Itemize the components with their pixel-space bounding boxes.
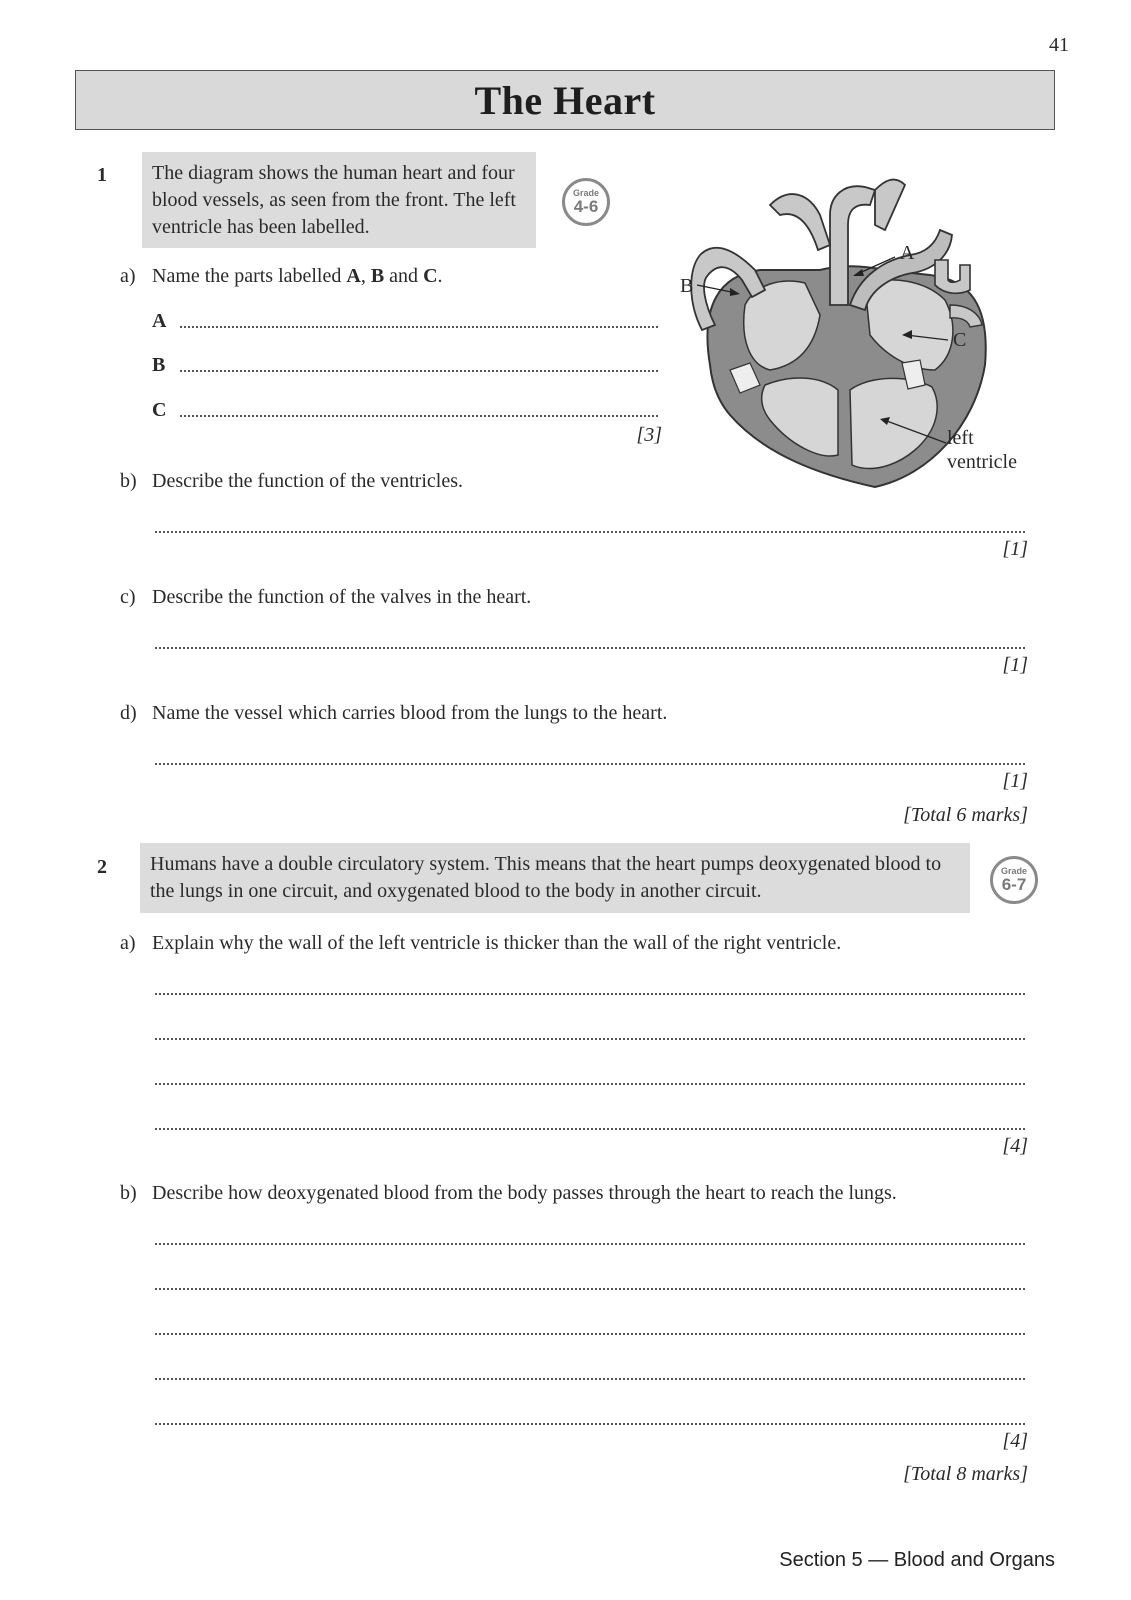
answer-line-2a-1[interactable] [155,993,1025,995]
mark-1c: [1] [1002,654,1028,676]
answer-line-a[interactable] [180,326,658,328]
part-text: Explain why the wall of the left ventricle is thicker than the wall of the right ventricle. [152,932,842,954]
answer-line-2a-4[interactable] [155,1128,1025,1130]
part-label: b) [120,1182,137,1204]
pulmonary-vein [935,260,970,293]
question-2a [120,932,841,955]
question-1b [120,470,463,493]
diagram-label-left: left [947,427,974,449]
bold-letter-b: B [370,265,385,287]
question-1d [120,702,667,725]
answer-letter-b: B [152,354,166,376]
part-text: Describe the function of the ventricles. [152,470,463,492]
part-label: a) [120,265,136,287]
separator: , [360,265,371,287]
question-2-number: 2 [97,856,107,878]
answer-line-1d[interactable] [155,763,1025,765]
mark-2b: [4] [1002,1430,1028,1452]
grade-label: Grade [1000,866,1027,876]
part-label: a) [120,932,136,954]
total-marks-q1: [Total 6 marks] [903,804,1028,826]
grade-value: 6-7 [1001,875,1027,894]
question-1-number: 1 [97,164,107,186]
grade-badge-4-6 [562,178,610,226]
answer-line-2a-3[interactable] [155,1083,1025,1085]
answer-line-1b[interactable] [155,531,1025,533]
diagram-label-b: B [680,275,694,297]
bold-letter-c: C [423,265,438,287]
heart-diagram [670,175,1050,495]
answer-line-2b-5[interactable] [155,1423,1025,1425]
aorta-branch-1 [770,194,830,250]
separator: and [384,265,424,287]
question-2-intro: Humans have a double circulatory system. This means that the heart pumps deoxygenated blood to the lungs in one circuit, and oxygenated blood to the body in another circuit. [140,843,970,913]
part-label: b) [120,470,137,492]
part-text: Describe the function of the valves in the heart. [152,586,532,608]
answer-letter-c: C [152,399,167,421]
mark-1a: [3] [636,424,662,446]
question-2b [120,1182,897,1205]
part-text: Name the vessel which carries blood from the lungs to the heart. [152,702,668,724]
mark-1d: [1] [1002,770,1028,792]
total-marks-q2: [Total 8 marks] [903,1463,1028,1485]
diagram-label-c: C [953,329,967,351]
answer-line-2b-1[interactable] [155,1243,1025,1245]
diagram-label-ventricle: ventricle [947,451,1017,473]
answer-line-c[interactable] [180,415,658,417]
mark-1b: [1] [1002,538,1028,560]
aorta-branch-2 [875,180,905,230]
separator: . [437,265,443,287]
page-title-bar [75,70,1055,130]
answer-line-b[interactable] [180,370,658,372]
part-text: Name the parts labelled [152,265,347,287]
grade-badge-6-7 [990,856,1038,904]
question-1c [120,586,531,609]
page-title: The Heart [474,77,656,123]
section-footer: Section 5 — Blood and Organs [779,1549,1055,1571]
answer-line-2a-2[interactable] [155,1038,1025,1040]
answer-line-2b-4[interactable] [155,1378,1025,1380]
answer-line-2b-2[interactable] [155,1288,1025,1290]
answer-letter-a: A [152,310,167,332]
diagram-label-a: A [900,242,915,264]
question-1a [120,265,443,288]
part-label: c) [120,586,136,608]
bold-letter-a: A [346,265,361,287]
mark-2a: [4] [1002,1135,1028,1157]
grade-label: Grade [572,188,599,198]
question-1-intro: The diagram shows the human heart and four blood vessels, as seen from the front. The left ventricle has been labelled. [142,152,536,248]
answer-line-1c[interactable] [155,647,1025,649]
part-text: Describe how deoxygenated blood from the body passes through the heart to reach the lungs. [152,1182,897,1204]
part-label: d) [120,702,137,724]
page-number: 41 [1049,34,1069,56]
answer-line-2b-3[interactable] [155,1333,1025,1335]
grade-value: 4-6 [573,197,599,216]
